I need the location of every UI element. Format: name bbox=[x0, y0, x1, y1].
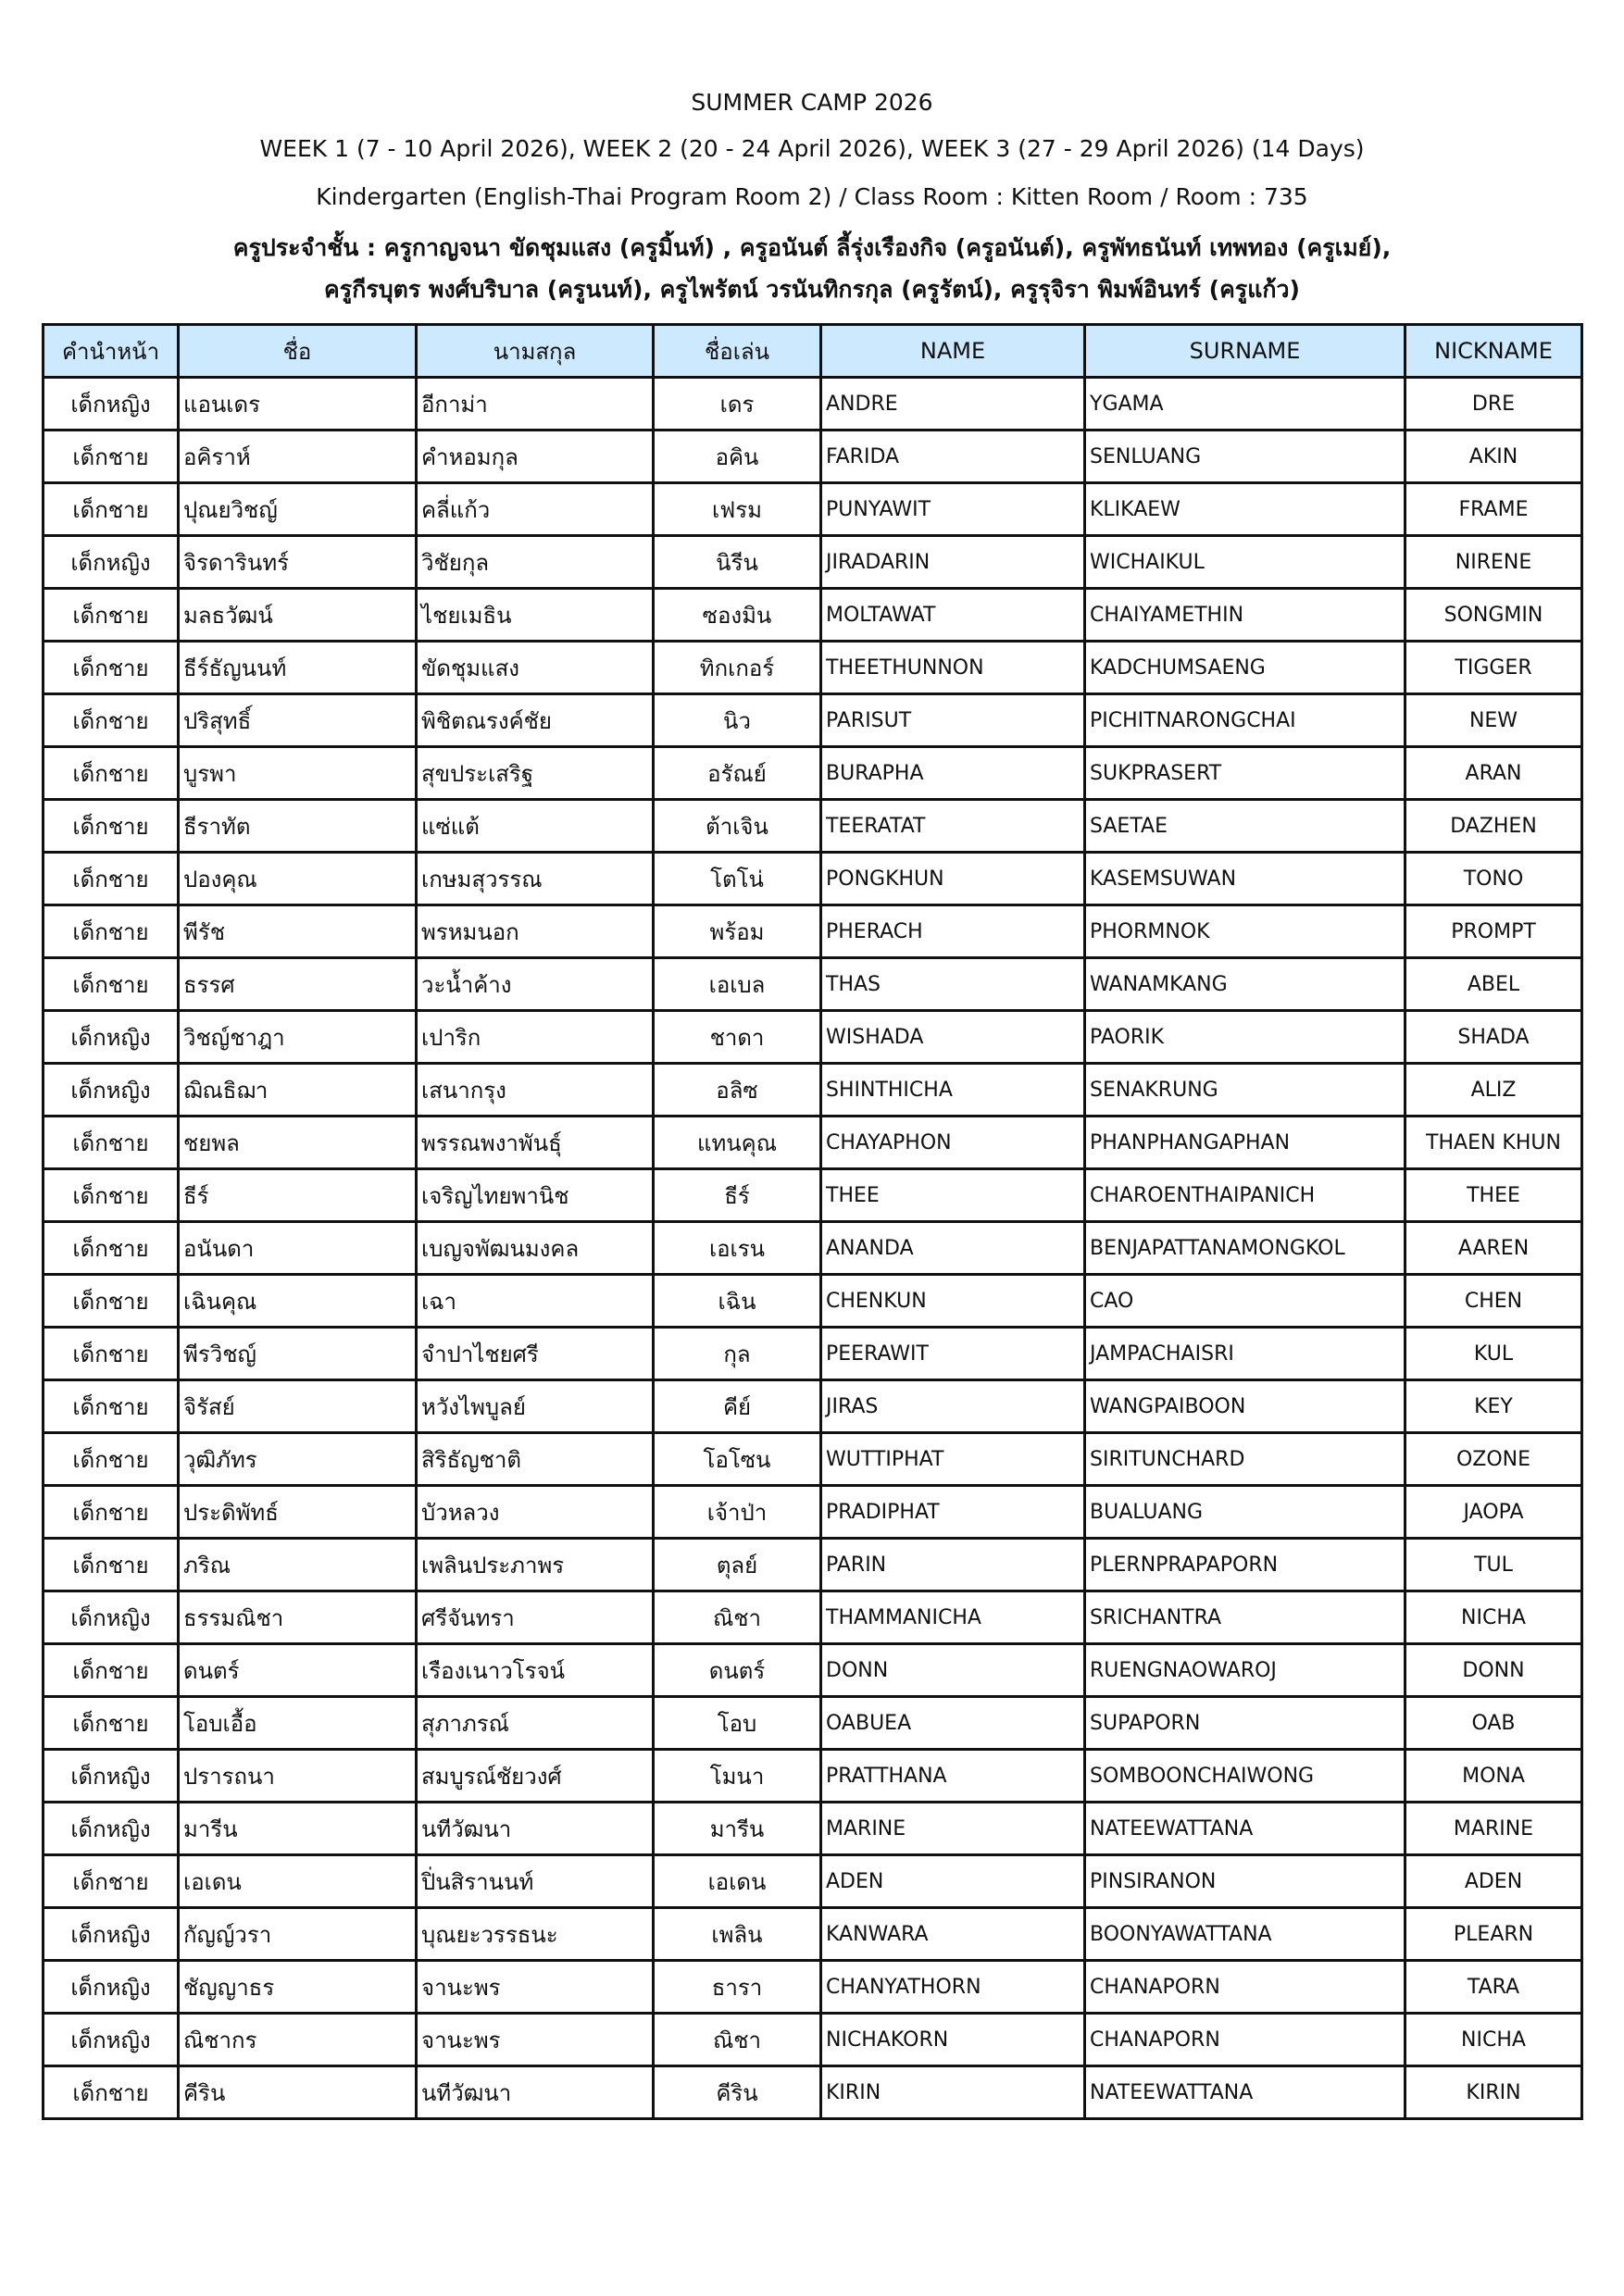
thai-name-cell: ภริณ bbox=[179, 1539, 417, 1591]
table-row bbox=[44, 1591, 1582, 1644]
name-cell: PRADIPHAT bbox=[821, 1486, 1085, 1539]
title-cell: เด็กชาย bbox=[44, 747, 179, 800]
surname-cell: WANAMKANG bbox=[1085, 958, 1405, 1011]
surname-cell: WANGPAIBOON bbox=[1085, 1380, 1405, 1433]
title-cell: เด็กหญิง bbox=[44, 536, 179, 589]
nickname-cell: ABEL bbox=[1405, 958, 1582, 1011]
name-cell: PARISUT bbox=[821, 694, 1085, 747]
thai-name-cell: ประดิพัทธ์ bbox=[179, 1486, 417, 1539]
table-row bbox=[44, 800, 1582, 853]
surname-cell: CAO bbox=[1085, 1275, 1405, 1328]
table-row bbox=[44, 1380, 1582, 1433]
title-cell: เด็กหญิง bbox=[44, 1803, 179, 1855]
table-row bbox=[44, 1750, 1582, 1803]
thai-name-cell: วุฒิภัทร bbox=[179, 1433, 417, 1486]
title-cell: เด็กหญิง bbox=[44, 1961, 179, 2014]
thai-name-cell: ปริสุทธิ์ bbox=[179, 694, 417, 747]
thai-surname-cell: เรืองเนาวโรจน์ bbox=[417, 1644, 654, 1697]
thai-nickname-cell: โอบ bbox=[654, 1697, 821, 1750]
thai-surname-cell: บัวหลวง bbox=[417, 1486, 654, 1539]
thai-name-cell: บูรพา bbox=[179, 747, 417, 800]
nickname-cell: OZONE bbox=[1405, 1433, 1582, 1486]
thai-nickname-cell: โตโน่ bbox=[654, 853, 821, 905]
thai-nickname-cell: เอเรน bbox=[654, 1222, 821, 1275]
thai-nickname-cell: เอเบล bbox=[654, 958, 821, 1011]
thai-name-cell: เอเดน bbox=[179, 1855, 417, 1908]
table-row bbox=[44, 958, 1582, 1011]
surname-cell: KADCHUMSAENG bbox=[1085, 642, 1405, 694]
thai-surname-cell: นทีวัฒนา bbox=[417, 2066, 654, 2119]
thai-surname-cell: จำปาไชยศรี bbox=[417, 1328, 654, 1380]
thai-nickname-cell: คีย์ bbox=[654, 1380, 821, 1433]
table-row bbox=[44, 905, 1582, 958]
nickname-cell: AKIN bbox=[1405, 430, 1582, 483]
name-cell: SHINTHICHA bbox=[821, 1064, 1085, 1117]
name-cell: CHANYATHORN bbox=[821, 1961, 1085, 2014]
name-cell: PONGKHUN bbox=[821, 853, 1085, 905]
thai-nickname-cell: ทิกเกอร์ bbox=[654, 642, 821, 694]
class-room-info: Kindergarten (English-Thai Program Room 2) / Class Room : Kitten Room / Room : 735 bbox=[316, 183, 1308, 210]
thai-nickname-cell: เอเดน bbox=[654, 1855, 821, 1908]
table-row bbox=[44, 642, 1582, 694]
nickname-cell: FRAME bbox=[1405, 483, 1582, 536]
nickname-cell: ALIZ bbox=[1405, 1064, 1582, 1117]
thai-surname-cell: พรรณพงาพันธุ์ bbox=[417, 1117, 654, 1169]
thai-nickname-cell: โมนา bbox=[654, 1750, 821, 1803]
column-header-name: NAME bbox=[821, 325, 1085, 378]
title-cell: เด็กชาย bbox=[44, 1328, 179, 1380]
thai-nickname-cell: พร้อม bbox=[654, 905, 821, 958]
name-cell: NICHAKORN bbox=[821, 2014, 1085, 2066]
nickname-cell: ADEN bbox=[1405, 1855, 1582, 1908]
table-row bbox=[44, 1169, 1582, 1222]
table-row bbox=[44, 747, 1582, 800]
title-cell: เด็กชาย bbox=[44, 1697, 179, 1750]
thai-surname-cell: จานะพร bbox=[417, 2014, 654, 2066]
table-row bbox=[44, 1908, 1582, 1961]
name-cell: DONN bbox=[821, 1644, 1085, 1697]
title-cell: เด็กชาย bbox=[44, 642, 179, 694]
thai-name-cell: ธรรศ bbox=[179, 958, 417, 1011]
name-cell: CHENKUN bbox=[821, 1275, 1085, 1328]
surname-cell: NATEEWATTANA bbox=[1085, 2066, 1405, 2119]
nickname-cell: TUL bbox=[1405, 1539, 1582, 1591]
thai-name-cell: จิรดารินทร์ bbox=[179, 536, 417, 589]
title-cell: เด็กชาย bbox=[44, 1117, 179, 1169]
table-row bbox=[44, 1433, 1582, 1486]
title-cell: เด็กหญิง bbox=[44, 2014, 179, 2066]
thai-surname-cell: พิชิตณรงค์ชัย bbox=[417, 694, 654, 747]
table-row bbox=[44, 694, 1582, 747]
title-cell: เด็กหญิง bbox=[44, 1011, 179, 1064]
name-cell: PRATTHANA bbox=[821, 1750, 1085, 1803]
thai-surname-cell: เสนากรุง bbox=[417, 1064, 654, 1117]
surname-cell: PAORIK bbox=[1085, 1011, 1405, 1064]
nickname-cell: SONGMIN bbox=[1405, 589, 1582, 642]
table-row bbox=[44, 589, 1582, 642]
column-header-thai-nickname: ชื่อเล่น bbox=[654, 325, 821, 378]
surname-cell: SAETAE bbox=[1085, 800, 1405, 853]
table-header-row bbox=[44, 325, 1582, 378]
title-cell: เด็กชาย bbox=[44, 694, 179, 747]
surname-cell: CHANAPORN bbox=[1085, 2014, 1405, 2066]
name-cell: ANANDA bbox=[821, 1222, 1085, 1275]
column-header-surname: SURNAME bbox=[1085, 325, 1405, 378]
table-row bbox=[44, 1486, 1582, 1539]
surname-cell: BUALUANG bbox=[1085, 1486, 1405, 1539]
name-cell: THEETHUNNON bbox=[821, 642, 1085, 694]
thai-name-cell: กัญญ์วรา bbox=[179, 1908, 417, 1961]
title-cell: เด็กชาย bbox=[44, 1644, 179, 1697]
thai-surname-cell: คำหอมกุล bbox=[417, 430, 654, 483]
title-cell: เด็กหญิง bbox=[44, 378, 179, 430]
surname-cell: BOONYAWATTANA bbox=[1085, 1908, 1405, 1961]
name-cell: THAS bbox=[821, 958, 1085, 1011]
nickname-cell: SHADA bbox=[1405, 1011, 1582, 1064]
table-row bbox=[44, 853, 1582, 905]
surname-cell: KASEMSUWAN bbox=[1085, 853, 1405, 905]
nickname-cell: TONO bbox=[1405, 853, 1582, 905]
name-cell: PUNYAWIT bbox=[821, 483, 1085, 536]
title-cell: เด็กชาย bbox=[44, 2066, 179, 2119]
thai-nickname-cell: นิว bbox=[654, 694, 821, 747]
surname-cell: SOMBOONCHAIWONG bbox=[1085, 1750, 1405, 1803]
thai-name-cell: พีรัช bbox=[179, 905, 417, 958]
thai-surname-cell: สุภาภรณ์ bbox=[417, 1697, 654, 1750]
surname-cell: PINSIRANON bbox=[1085, 1855, 1405, 1908]
nickname-cell: TARA bbox=[1405, 1961, 1582, 2014]
thai-nickname-cell: ต้าเจิน bbox=[654, 800, 821, 853]
table-row bbox=[44, 483, 1582, 536]
table-row bbox=[44, 1961, 1582, 2014]
thai-surname-cell: เจริญไทยพานิช bbox=[417, 1169, 654, 1222]
thai-nickname-cell: มารีน bbox=[654, 1803, 821, 1855]
thai-surname-cell: เกษมสุวรรณ bbox=[417, 853, 654, 905]
thai-surname-cell: ไชยเมธิน bbox=[417, 589, 654, 642]
title-cell: เด็กชาย bbox=[44, 1275, 179, 1328]
thai-name-cell: อคิราห์ bbox=[179, 430, 417, 483]
table-row bbox=[44, 1539, 1582, 1591]
name-cell: TEERATAT bbox=[821, 800, 1085, 853]
name-cell: JIRADARIN bbox=[821, 536, 1085, 589]
teachers-line-2: ครูกีรบุตร พงศ์บริบาล (ครูนนท์), ครูไพรัตน์ วรนันทิกรกุล (ครูรัตน์), ครูรุจิรา พิมพ์อินทร์ (ครูแก้ว) bbox=[324, 276, 1300, 303]
thai-surname-cell: เฉา bbox=[417, 1275, 654, 1328]
thai-nickname-cell: ตุลย์ bbox=[654, 1539, 821, 1591]
thai-nickname-cell: ซองมิน bbox=[654, 589, 821, 642]
table-row bbox=[44, 1222, 1582, 1275]
thai-nickname-cell: คีริน bbox=[654, 2066, 821, 2119]
thai-nickname-cell: ธารา bbox=[654, 1961, 821, 2014]
table-row bbox=[44, 1328, 1582, 1380]
thai-name-cell: ปองคุณ bbox=[179, 853, 417, 905]
name-cell: KIRIN bbox=[821, 2066, 1085, 2119]
title-cell: เด็กหญิง bbox=[44, 1064, 179, 1117]
title-cell: เด็กชาย bbox=[44, 905, 179, 958]
surname-cell: CHANAPORN bbox=[1085, 1961, 1405, 2014]
table-row bbox=[44, 1011, 1582, 1064]
thai-nickname-cell: เจ้าป่า bbox=[654, 1486, 821, 1539]
student-roster-table bbox=[42, 323, 1583, 2120]
thai-nickname-cell: เฉิน bbox=[654, 1275, 821, 1328]
thai-nickname-cell: ธีร์ bbox=[654, 1169, 821, 1222]
thai-name-cell: โอบเอื้อ bbox=[179, 1697, 417, 1750]
thai-name-cell: ธีราทัต bbox=[179, 800, 417, 853]
camp-weeks: WEEK 1 (7 - 10 April 2026), WEEK 2 (20 - 24 April 2026), WEEK 3 (27 - 29 April 2026) (14 Days) bbox=[259, 135, 1365, 162]
table-row bbox=[44, 1117, 1582, 1169]
thai-name-cell: ธีร์ bbox=[179, 1169, 417, 1222]
thai-nickname-cell: กุล bbox=[654, 1328, 821, 1380]
thai-name-cell: เฉินคุณ bbox=[179, 1275, 417, 1328]
thai-name-cell: ฌิณธิฌา bbox=[179, 1064, 417, 1117]
thai-name-cell: ธรรมณิชา bbox=[179, 1591, 417, 1644]
thai-name-cell: ดนตร์ bbox=[179, 1644, 417, 1697]
nickname-cell: KEY bbox=[1405, 1380, 1582, 1433]
title-cell: เด็กหญิง bbox=[44, 1908, 179, 1961]
surname-cell: NATEEWATTANA bbox=[1085, 1803, 1405, 1855]
title-cell: เด็กชาย bbox=[44, 1222, 179, 1275]
column-header-thai-name: ชื่อ bbox=[179, 325, 417, 378]
nickname-cell: KUL bbox=[1405, 1328, 1582, 1380]
nickname-cell: MARINE bbox=[1405, 1803, 1582, 1855]
document-title: SUMMER CAMP 2026 bbox=[691, 89, 933, 116]
title-cell: เด็กหญิง bbox=[44, 1750, 179, 1803]
thai-surname-cell: นทีวัฒนา bbox=[417, 1803, 654, 1855]
thai-name-cell: ชัญญาธร bbox=[179, 1961, 417, 2014]
nickname-cell: THAEN KHUN bbox=[1405, 1117, 1582, 1169]
thai-surname-cell: สิริธัญชาติ bbox=[417, 1433, 654, 1486]
nickname-cell: ARAN bbox=[1405, 747, 1582, 800]
name-cell: PHERACH bbox=[821, 905, 1085, 958]
surname-cell: SENLUANG bbox=[1085, 430, 1405, 483]
thai-name-cell: จิรัสย์ bbox=[179, 1380, 417, 1433]
thai-nickname-cell: เพลิน bbox=[654, 1908, 821, 1961]
nickname-cell: JAOPA bbox=[1405, 1486, 1582, 1539]
thai-surname-cell: เพลินประภาพร bbox=[417, 1539, 654, 1591]
nickname-cell: NEW bbox=[1405, 694, 1582, 747]
column-header-title: คำนำหน้า bbox=[44, 325, 179, 378]
thai-name-cell: ณิชากร bbox=[179, 2014, 417, 2066]
name-cell: MARINE bbox=[821, 1803, 1085, 1855]
name-cell: FARIDA bbox=[821, 430, 1085, 483]
name-cell: PARIN bbox=[821, 1539, 1085, 1591]
thai-surname-cell: วะน้ำค้าง bbox=[417, 958, 654, 1011]
surname-cell: SIRITUNCHARD bbox=[1085, 1433, 1405, 1486]
name-cell: THAMMANICHA bbox=[821, 1591, 1085, 1644]
thai-nickname-cell: เฟรม bbox=[654, 483, 821, 536]
thai-surname-cell: สุขประเสริฐ bbox=[417, 747, 654, 800]
thai-surname-cell: เปาริก bbox=[417, 1011, 654, 1064]
surname-cell: SUKPRASERT bbox=[1085, 747, 1405, 800]
table-row bbox=[44, 1697, 1582, 1750]
name-cell: ADEN bbox=[821, 1855, 1085, 1908]
name-cell: BURAPHA bbox=[821, 747, 1085, 800]
thai-nickname-cell: อรัณย์ bbox=[654, 747, 821, 800]
name-cell: WUTTIPHAT bbox=[821, 1433, 1085, 1486]
nickname-cell: AAREN bbox=[1405, 1222, 1582, 1275]
table-row bbox=[44, 536, 1582, 589]
title-cell: เด็กชาย bbox=[44, 1433, 179, 1486]
nickname-cell: MONA bbox=[1405, 1750, 1582, 1803]
thai-name-cell: อนันดา bbox=[179, 1222, 417, 1275]
nickname-cell: KIRIN bbox=[1405, 2066, 1582, 2119]
nickname-cell: DAZHEN bbox=[1405, 800, 1582, 853]
surname-cell: SENAKRUNG bbox=[1085, 1064, 1405, 1117]
nickname-cell: THEE bbox=[1405, 1169, 1582, 1222]
thai-surname-cell: จานะพร bbox=[417, 1961, 654, 2014]
title-cell: เด็กชาย bbox=[44, 1380, 179, 1433]
table-row bbox=[44, 1803, 1582, 1855]
thai-name-cell: แอนเดร bbox=[179, 378, 417, 430]
thai-nickname-cell: นิรีน bbox=[654, 536, 821, 589]
thai-surname-cell: พรหมนอก bbox=[417, 905, 654, 958]
name-cell: WISHADA bbox=[821, 1011, 1085, 1064]
thai-surname-cell: สมบูรณ์ชัยวงศ์ bbox=[417, 1750, 654, 1803]
table-row bbox=[44, 378, 1582, 430]
thai-surname-cell: คลี่แก้ว bbox=[417, 483, 654, 536]
nickname-cell: NIRENE bbox=[1405, 536, 1582, 589]
surname-cell: PHORMNOK bbox=[1085, 905, 1405, 958]
thai-surname-cell: ศรีจันทรา bbox=[417, 1591, 654, 1644]
thai-nickname-cell: เดร bbox=[654, 378, 821, 430]
thai-name-cell: ปุณยวิชญ์ bbox=[179, 483, 417, 536]
table-row bbox=[44, 1275, 1582, 1328]
thai-nickname-cell: ชาดา bbox=[654, 1011, 821, 1064]
table-row bbox=[44, 2066, 1582, 2119]
surname-cell: PICHITNARONGCHAI bbox=[1085, 694, 1405, 747]
nickname-cell: NICHA bbox=[1405, 2014, 1582, 2066]
teachers-line-1: ครูประจำชั้น : ครูกาญจนา ขัดชุมแสง (ครูมิ้นท์) , ครูอนันต์ ลี้รุ่งเรืองกิจ (ครูอนันต์), ครูพัทธนันท์ เทพทอง (ครูเมย์), bbox=[232, 234, 1392, 261]
surname-cell: WICHAIKUL bbox=[1085, 536, 1405, 589]
title-cell: เด็กชาย bbox=[44, 853, 179, 905]
nickname-cell: DRE bbox=[1405, 378, 1582, 430]
name-cell: PEERAWIT bbox=[821, 1328, 1085, 1380]
thai-name-cell: ปรารถนา bbox=[179, 1750, 417, 1803]
title-cell: เด็กชาย bbox=[44, 1169, 179, 1222]
nickname-cell: CHEN bbox=[1405, 1275, 1582, 1328]
thai-surname-cell: ขัดชุมแสง bbox=[417, 642, 654, 694]
surname-cell: KLIKAEW bbox=[1085, 483, 1405, 536]
table-row bbox=[44, 1644, 1582, 1697]
thai-nickname-cell: อคิน bbox=[654, 430, 821, 483]
thai-surname-cell: เบญจพัฒนมงคล bbox=[417, 1222, 654, 1275]
thai-nickname-cell: ณิชา bbox=[654, 1591, 821, 1644]
nickname-cell: OAB bbox=[1405, 1697, 1582, 1750]
thai-name-cell: วิชญ์ชาฎา bbox=[179, 1011, 417, 1064]
name-cell: ANDRE bbox=[821, 378, 1085, 430]
title-cell: เด็กชาย bbox=[44, 483, 179, 536]
title-cell: เด็กชาย bbox=[44, 800, 179, 853]
title-cell: เด็กหญิง bbox=[44, 1591, 179, 1644]
nickname-cell: PLEARN bbox=[1405, 1908, 1582, 1961]
thai-nickname-cell: ดนตร์ bbox=[654, 1644, 821, 1697]
thai-nickname-cell: ณิชา bbox=[654, 2014, 821, 2066]
thai-surname-cell: ปิ่นสิรานนท์ bbox=[417, 1855, 654, 1908]
column-header-thai-surname: นามสกุล bbox=[417, 325, 654, 378]
column-header-nickname: NICKNAME bbox=[1405, 325, 1582, 378]
thai-name-cell: มลธวัฒน์ bbox=[179, 589, 417, 642]
surname-cell: JAMPACHAISRI bbox=[1085, 1328, 1405, 1380]
surname-cell: RUENGNAOWAROJ bbox=[1085, 1644, 1405, 1697]
thai-surname-cell: อีกาม่า bbox=[417, 378, 654, 430]
thai-surname-cell: บุณยะวรรธนะ bbox=[417, 1908, 654, 1961]
thai-name-cell: พีรวิชญ์ bbox=[179, 1328, 417, 1380]
surname-cell: CHAIYAMETHIN bbox=[1085, 589, 1405, 642]
name-cell: KANWARA bbox=[821, 1908, 1085, 1961]
thai-surname-cell: หวังไพบูลย์ bbox=[417, 1380, 654, 1433]
surname-cell: CHAROENTHAIPANICH bbox=[1085, 1169, 1405, 1222]
table-row bbox=[44, 1855, 1582, 1908]
thai-surname-cell: วิชัยกุล bbox=[417, 536, 654, 589]
title-cell: เด็กชาย bbox=[44, 430, 179, 483]
surname-cell: PHANPHANGAPHAN bbox=[1085, 1117, 1405, 1169]
nickname-cell: DONN bbox=[1405, 1644, 1582, 1697]
surname-cell: SUPAPORN bbox=[1085, 1697, 1405, 1750]
title-cell: เด็กชาย bbox=[44, 589, 179, 642]
table-row bbox=[44, 2014, 1582, 2066]
title-cell: เด็กชาย bbox=[44, 1486, 179, 1539]
thai-nickname-cell: อลิซ bbox=[654, 1064, 821, 1117]
name-cell: MOLTAWAT bbox=[821, 589, 1085, 642]
name-cell: CHAYAPHON bbox=[821, 1117, 1085, 1169]
surname-cell: BENJAPATTANAMONGKOL bbox=[1085, 1222, 1405, 1275]
surname-cell: SRICHANTRA bbox=[1085, 1591, 1405, 1644]
thai-nickname-cell: แทนคุณ bbox=[654, 1117, 821, 1169]
table-row bbox=[44, 1064, 1582, 1117]
surname-cell: PLERNPRAPAPORN bbox=[1085, 1539, 1405, 1591]
name-cell: OABUEA bbox=[821, 1697, 1085, 1750]
thai-nickname-cell: โอโซน bbox=[654, 1433, 821, 1486]
nickname-cell: NICHA bbox=[1405, 1591, 1582, 1644]
name-cell: JIRAS bbox=[821, 1380, 1085, 1433]
title-cell: เด็กชาย bbox=[44, 1855, 179, 1908]
surname-cell: YGAMA bbox=[1085, 378, 1405, 430]
title-cell: เด็กชาย bbox=[44, 958, 179, 1011]
thai-name-cell: ชยพล bbox=[179, 1117, 417, 1169]
thai-surname-cell: แซ่แต้ bbox=[417, 800, 654, 853]
thai-name-cell: มารีน bbox=[179, 1803, 417, 1855]
thai-name-cell: ธีร์ธัญนนท์ bbox=[179, 642, 417, 694]
nickname-cell: PROMPT bbox=[1405, 905, 1582, 958]
nickname-cell: TIGGER bbox=[1405, 642, 1582, 694]
name-cell: THEE bbox=[821, 1169, 1085, 1222]
title-cell: เด็กชาย bbox=[44, 1539, 179, 1591]
thai-name-cell: คีริน bbox=[179, 2066, 417, 2119]
table-row bbox=[44, 430, 1582, 483]
